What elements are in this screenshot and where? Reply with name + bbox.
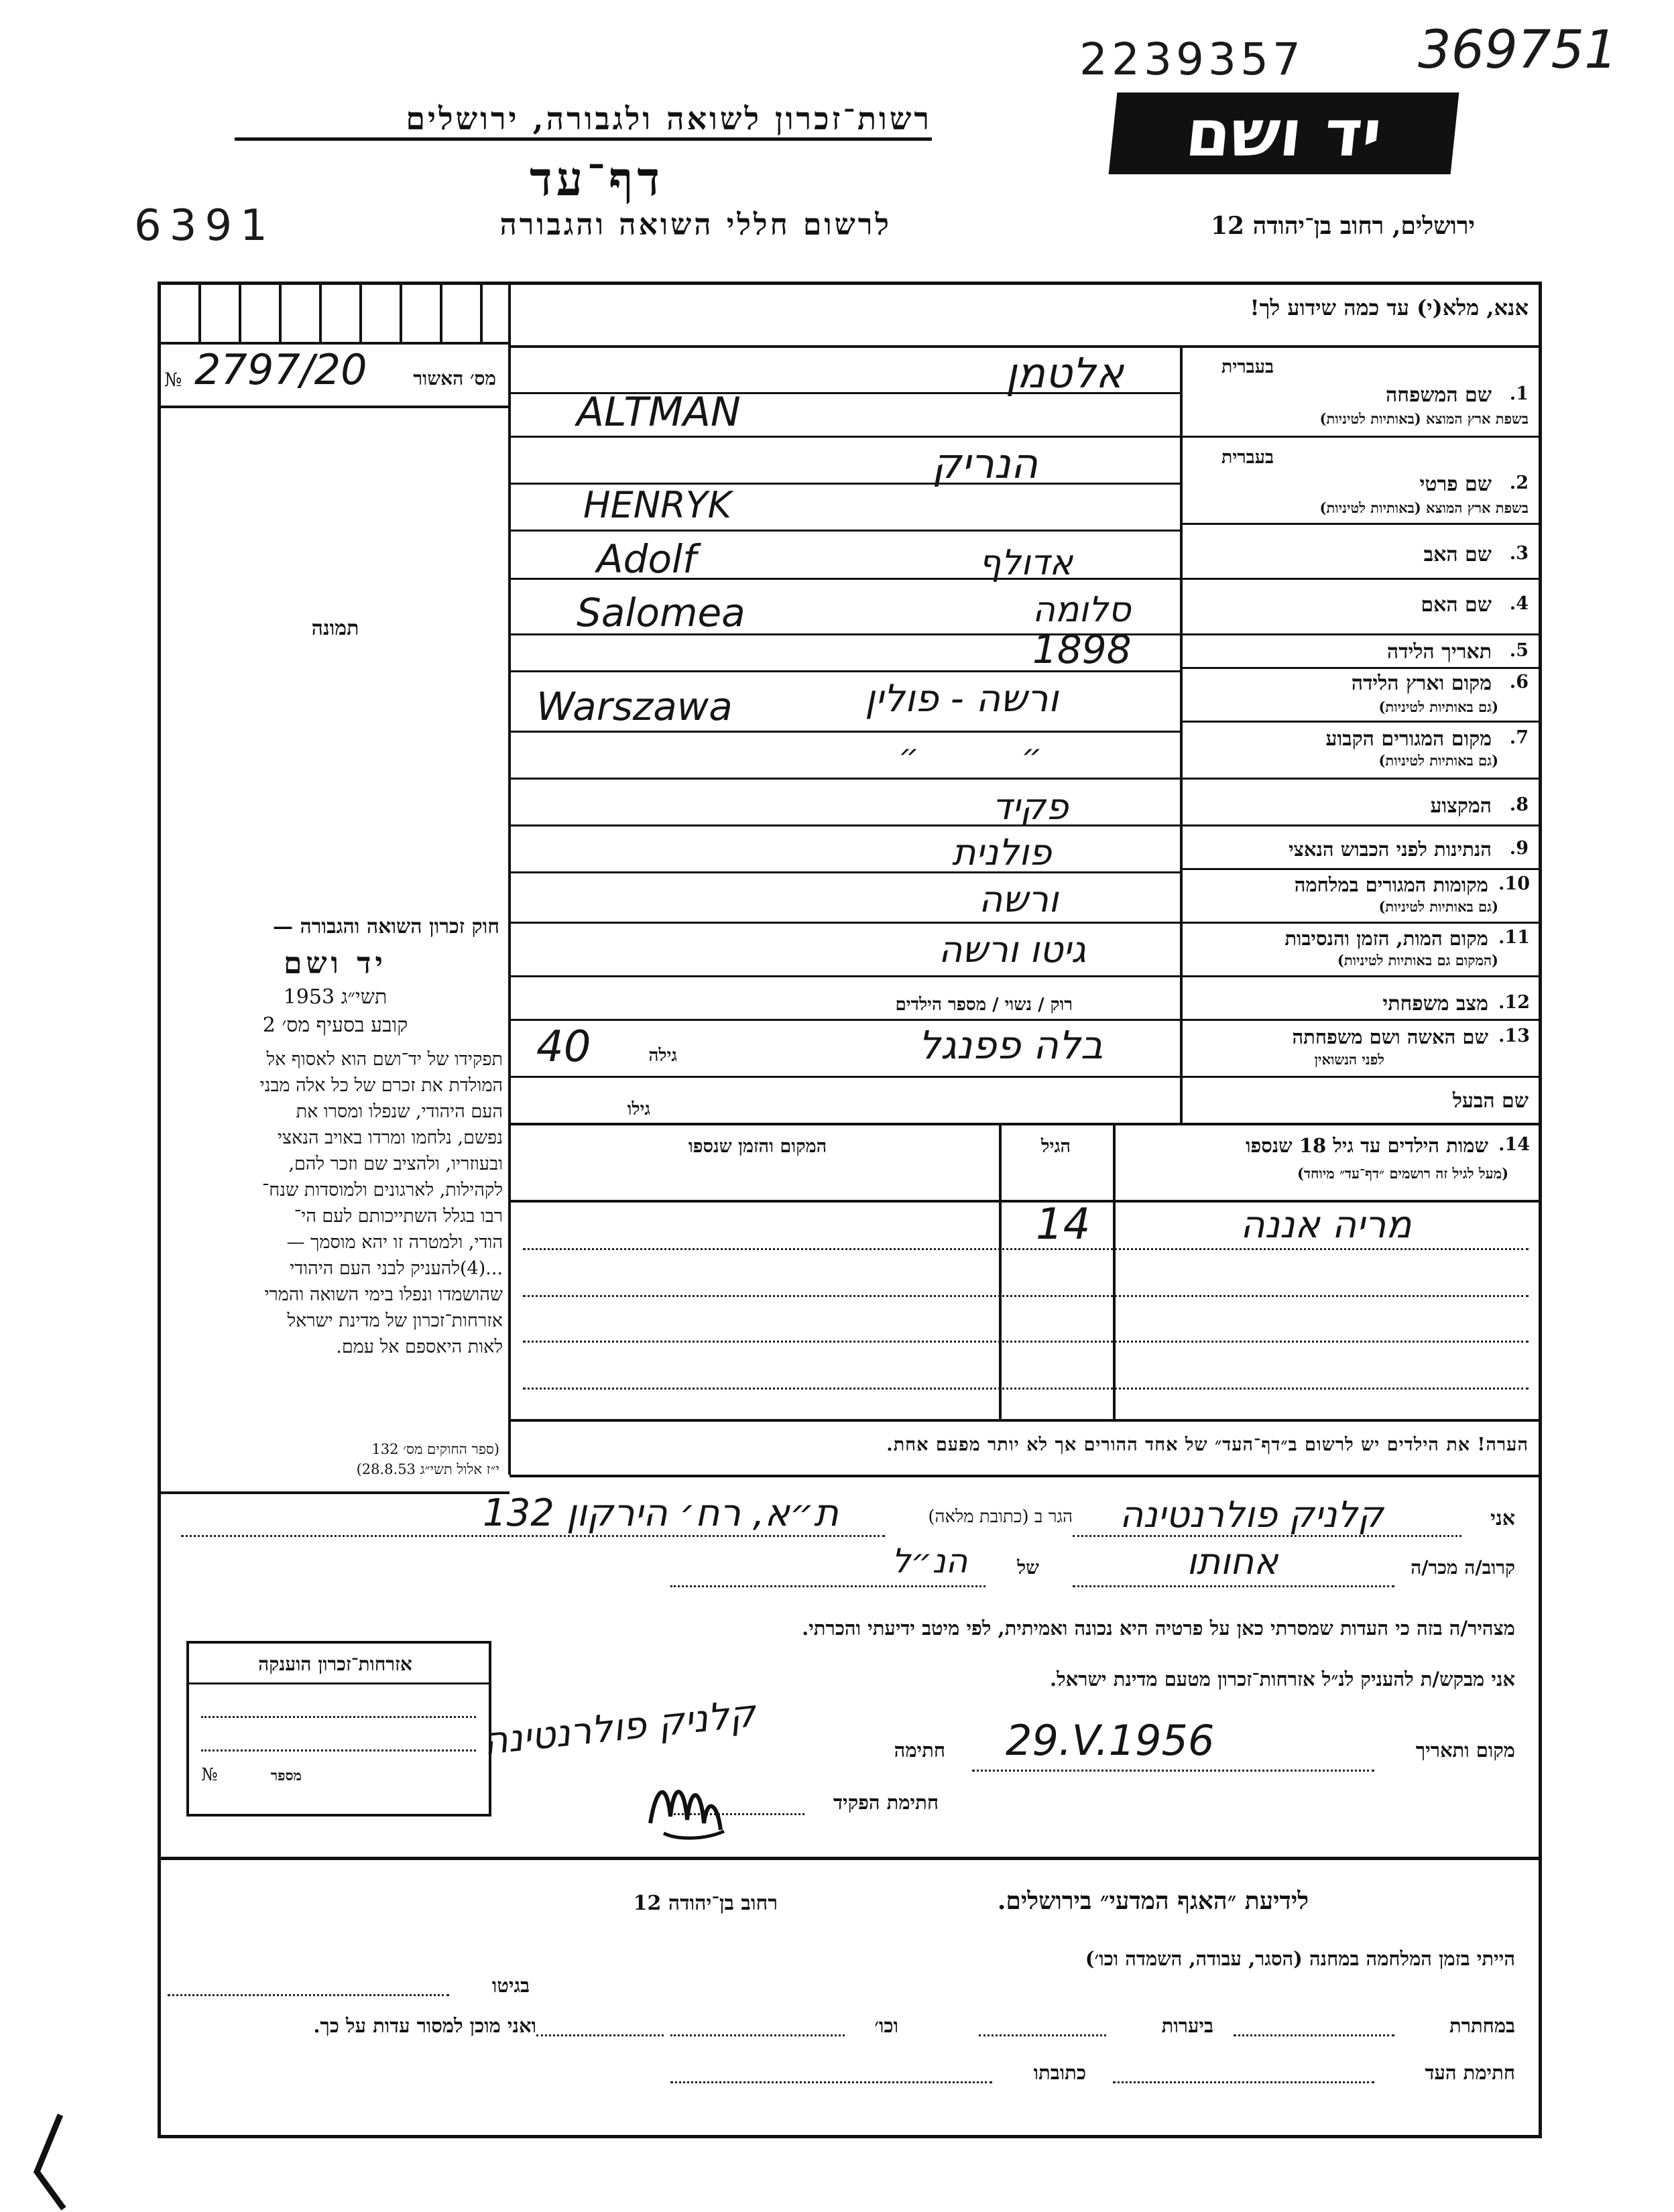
law-line: נפשם, נלחמו ומרדו באויב הנאצי — [277, 1127, 503, 1148]
f2-label: שם פרטי — [1419, 473, 1492, 496]
f6-number: 6. — [1509, 672, 1529, 692]
address: ירושלים, רחוב בן־יהודה 12 — [1210, 212, 1475, 240]
f11-number: 11. — [1498, 927, 1530, 948]
f2-latin-value: HENRYK — [583, 484, 732, 526]
law-line: העם היהודי, שנפלו ומסרו את — [296, 1101, 503, 1122]
decl-date-line — [972, 1770, 1374, 1772]
children-label: שמות הילדים עד גיל 18 שנספו — [1246, 1134, 1488, 1157]
children-number: 14. — [1498, 1134, 1530, 1155]
decl-relation-line — [1073, 1585, 1394, 1587]
f2-number: 2. — [1509, 473, 1529, 493]
sep-5 — [1180, 667, 1542, 669]
footer-ready: ואני מוכן למסור עדות על כך. — [313, 2014, 536, 2037]
citizenship-number-label: מספר — [270, 1767, 302, 1784]
law-line: ...(4)להעניק לבני העם היהודי — [290, 1258, 503, 1279]
footer-title: לידיעת ״האגף המדעי״ בירושלים. — [997, 1887, 1309, 1915]
left-bottom-line — [161, 1491, 510, 1494]
f8-label: המקצוע — [1430, 794, 1492, 818]
sep-12 — [1180, 1019, 1542, 1021]
f5-value: 1898 — [1032, 627, 1132, 672]
child-name: מריה אננה — [1240, 1203, 1412, 1247]
f6-hebrew-value: ורשה - פולין — [865, 677, 1059, 721]
file-number-main: 3697 — [1418, 20, 1551, 80]
f10-label: מקומות המגורים במלחמה — [1294, 873, 1488, 896]
f10-number: 10. — [1498, 873, 1530, 894]
footer-etc: וכו׳ — [874, 2014, 898, 2037]
law-line: שהושמדו ונפלו בימי השואה והמרי — [264, 1284, 503, 1305]
value-line-10 — [510, 922, 1180, 924]
value-line-8 — [510, 824, 1180, 826]
decl-date-value: 29.V.1956 — [1006, 1716, 1215, 1765]
f2-in-hebrew: בעברית — [1221, 447, 1274, 468]
f7-sub: (גם באותיות לטיניות) — [1378, 752, 1498, 769]
sep-6 — [1180, 721, 1542, 723]
note-bottom-line — [510, 1475, 1542, 1477]
decl-signature-value: קלניק פולרנטינה — [481, 1691, 758, 1764]
sep-10 — [1180, 922, 1542, 924]
value-line-2b — [510, 530, 1180, 532]
decl-i-label: אני — [1490, 1507, 1515, 1530]
footer-ready-line — [536, 2034, 664, 2036]
law-title: חוק זכרון השואה והגבורה — — [273, 915, 499, 938]
f5-number: 5. — [1509, 640, 1529, 661]
decl-statement: מצהיר/ה בזה כי העדות שמסרתי כאן על פרטיה היא נכונה ואמיתית, לפי מיטב ידיעתי והכרתי. — [802, 1617, 1515, 1640]
f4-hebrew-value: סלומה — [1032, 590, 1131, 630]
f11-sub: (המקום גם באותיות לטיניות) — [1337, 952, 1498, 969]
sep-9 — [1180, 868, 1542, 870]
footer-address-label: כתובתו — [1033, 2061, 1086, 2084]
decl-address-line — [181, 1535, 885, 1537]
value-line-1b — [510, 436, 1180, 438]
child-row-line — [523, 1295, 1529, 1297]
sep-14 — [510, 1123, 1542, 1125]
law-line: המולדת את זכרם של כל אלה מבני — [259, 1075, 503, 1096]
citizenship-line-1 — [201, 1716, 476, 1718]
f5-label: תאריך הלידה — [1386, 640, 1492, 664]
f1-number: 1. — [1509, 383, 1529, 404]
authority-underline — [235, 137, 932, 141]
sep-8 — [1180, 824, 1542, 826]
law-line: לקהילות, לארגונים ולמוסדות שנח־ — [261, 1180, 503, 1201]
value-line-7 — [510, 778, 1180, 780]
left-column-divider — [508, 285, 511, 1475]
footer-etc-line — [670, 2034, 845, 2036]
law-line: אזרחות־זכרון של מדינת ישראל — [287, 1310, 503, 1331]
footer-ghetto: בגיטו — [491, 1974, 530, 1997]
approval-prefix: № — [164, 369, 182, 391]
f1-latin-value: ALTMAN — [577, 389, 741, 436]
f8-value: פקיד — [992, 786, 1069, 828]
children-header-line — [510, 1200, 1542, 1203]
children-sub: (מעל לגיל זה רושמים ״דף־עד״ מיוחד) — [1297, 1165, 1508, 1182]
citizenship-line-2 — [201, 1749, 476, 1752]
top-strip-ticks — [161, 285, 510, 342]
footer-ghetto-line — [168, 1994, 449, 1996]
f12-label: מצב משפחתי — [1382, 992, 1488, 1016]
f7-label: מקום המגורים הקבוע — [1325, 727, 1492, 751]
sep-1 — [1180, 436, 1542, 438]
decl-officer-sig: חתימת הפקיד — [833, 1791, 939, 1814]
corner-mark — [27, 2111, 74, 2212]
children-col-age: הגיל — [1040, 1136, 1071, 1157]
f3-latin-value: Adolf — [597, 536, 697, 582]
f13-sub: לפני הנשואין — [1314, 1051, 1384, 1068]
citizenship-title: אזרחות־זכרון הוענקה — [258, 1653, 412, 1675]
sep-3 — [1180, 578, 1542, 580]
f3-label: שם האב — [1423, 543, 1492, 566]
law-line: תפקידו של יד־ושם הוא לאסוף אל — [266, 1049, 503, 1070]
top-strip-line — [161, 342, 510, 345]
decl-i-line — [1073, 1535, 1461, 1537]
file-number — [1418, 20, 1618, 80]
decl-i-name: קלניק פולרנטינה — [1120, 1493, 1384, 1536]
law-ref-1: (ספר החוקים מס׳ 132 — [371, 1441, 499, 1457]
sep-2 — [1180, 523, 1542, 525]
children-note: הערה! את הילדים יש לרשום ב״דף־העד״ של אחד ההורים אך לא יותר מפעם אחת. — [886, 1434, 1529, 1455]
f7-number: 7. — [1509, 727, 1529, 748]
value-line-11 — [510, 975, 1180, 977]
children-col-divider-1 — [1113, 1125, 1116, 1420]
law-line: לאות היאספם אל עמם. — [336, 1337, 503, 1357]
f13-value: בלה פפנגל — [918, 1022, 1103, 1068]
f9-label: הנתינות לפני הכבוש הנאצי — [1289, 838, 1492, 861]
citizenship-number-prefix: № — [201, 1765, 218, 1785]
footer-underground-line — [1234, 2034, 1394, 2036]
husband-label: שם הבעל — [1452, 1089, 1529, 1113]
f2-hebrew-value: הנריק — [932, 439, 1038, 488]
children-col-divider-2 — [999, 1125, 1002, 1420]
law-line: ובעוזריו, ולהציב שם וזכר להם, — [288, 1154, 503, 1174]
sep-13 — [1180, 1076, 1542, 1078]
label-column-divider — [1180, 345, 1183, 1123]
f13-number: 13. — [1498, 1026, 1530, 1046]
law-clause: קובע בסעיף מס׳ 2 — [262, 1013, 408, 1037]
child-age: 14 — [1036, 1200, 1091, 1249]
decl-of-name: הנ״ל — [892, 1542, 968, 1581]
law-line: הודי, ולמטרה זו יהא מוסמך — — [286, 1232, 503, 1253]
intro-text: אנא, מלא(י) עד כמה שידוע לך! — [1250, 295, 1529, 320]
f6-latin-value: Warszawa — [536, 684, 733, 729]
f8-number: 8. — [1509, 794, 1529, 815]
f4-label: שם האם — [1421, 593, 1492, 617]
footer-witness-sig: חתימת העד — [1425, 2061, 1515, 2084]
husband-age-label: גילו — [627, 1099, 650, 1119]
decl-request: אני מבקש/ת להעניק לנ״ל אזרחות־זכרון מטעם מדינת ישראל. — [1050, 1668, 1515, 1691]
form-subtitle: לרשום חללי השואה והגבורה — [499, 208, 892, 242]
value-line-13 — [510, 1076, 1180, 1078]
f1-sub: בשפת ארץ המוצא (באותיות לטיניות) — [1319, 410, 1529, 427]
f3-hebrew-value: אדולף — [979, 543, 1073, 583]
decl-of: של — [1017, 1556, 1039, 1579]
f9-value: פולנית — [952, 831, 1052, 873]
child-row-line — [523, 1388, 1529, 1390]
f9-number: 9. — [1509, 838, 1529, 859]
stamp-number: 2239357 — [1079, 34, 1305, 85]
law-name: יד ושם — [284, 946, 387, 981]
footer-witness-line — [1113, 2081, 1374, 2083]
f13-label: שם האשה ושם משפחתה — [1292, 1026, 1488, 1048]
f3-number: 3. — [1509, 543, 1529, 564]
children-col-place: המקום והזמן שנספו — [688, 1136, 827, 1157]
f1-label: שם המשפחה — [1385, 383, 1492, 407]
f1-in-hebrew: בעברית — [1221, 357, 1274, 377]
photo-label: תמונה — [311, 617, 359, 640]
f7-value: ״ ״ — [898, 737, 1042, 775]
logo-text: יד ושם — [1182, 96, 1386, 171]
law-body — [168, 1049, 503, 1357]
law-line: רבו בגלל השתייכותם לעם הי־ — [294, 1206, 503, 1227]
note-top-line — [510, 1419, 1542, 1422]
f4-number: 4. — [1509, 593, 1529, 614]
yad-vashem-logo — [1109, 93, 1459, 174]
citizenship-title-line — [189, 1682, 489, 1684]
law-year: תשי״ג 1953 — [283, 985, 387, 1009]
child-row-line — [523, 1341, 1529, 1343]
form-title: דף־עד — [529, 151, 664, 206]
decl-relative: קרוב/ה מכר/ה — [1411, 1556, 1515, 1579]
sep-7 — [1180, 778, 1542, 780]
decl-resides: הגר ב (כתובת מלאה) — [928, 1507, 1073, 1527]
footer-address-line — [670, 2081, 992, 2083]
f1-hebrew-value: אלטמן — [1006, 349, 1124, 397]
f13-age: 40 — [536, 1022, 591, 1072]
f6-label: מקום וארץ הלידה — [1351, 672, 1492, 695]
f2-sub: בשפת ארץ המוצא (באותיות לטיניות) — [1319, 499, 1529, 516]
footer-forests-line — [979, 2034, 1106, 2036]
footer-line1: הייתי בזמן המלחמה במחנה (הסגר, עבודה, השמדה וכו׳) — [1085, 1947, 1515, 1970]
f10-sub: (גם באותיות לטיניות) — [1378, 898, 1498, 915]
decl-of-line — [670, 1585, 985, 1587]
f4-latin-value: Salomea — [577, 590, 745, 635]
value-line-9 — [510, 871, 1180, 873]
f6-sub: (גם באותיות לטיניות) — [1378, 698, 1498, 715]
f13-age-label: גילה — [648, 1046, 677, 1066]
authority-line: רשות־זכרון לשואה ולגבורה, ירושלים — [406, 101, 932, 137]
sep-11 — [1180, 975, 1542, 977]
f11-value: גיטו ורשה — [939, 928, 1086, 971]
intro-line — [510, 345, 1542, 348]
approval-number: 2797/20 — [194, 345, 367, 394]
footer-street: רחוב בן־יהודה 12 — [633, 1892, 778, 1915]
decl-signature-label: חתימה — [894, 1739, 945, 1762]
f12-number: 12. — [1498, 992, 1530, 1013]
f12-options: רוק / נשוי / מספר הילדים — [895, 995, 1073, 1015]
law-ref-2: י״ז אלול תשי״ג 28.8.53) — [356, 1461, 499, 1477]
approval-label: מס׳ האשור — [413, 367, 496, 389]
child-row-line — [523, 1248, 1529, 1250]
footer-forests: ביערות — [1161, 2014, 1213, 2037]
decl-place-date: מקום ותאריך — [1415, 1739, 1515, 1762]
footer-top-line — [161, 1857, 1542, 1860]
footer-underground: במחתרת — [1449, 2014, 1515, 2037]
f11-label: מקום המות, הזמן והנסיבות — [1284, 927, 1488, 950]
approval-line — [161, 406, 510, 408]
handwritten-id: 6391 — [134, 201, 276, 251]
value-line-6 — [510, 731, 1180, 733]
value-line-12 — [510, 1019, 1180, 1021]
officer-scribble — [644, 1770, 737, 1843]
file-number-suffix: 51 — [1551, 20, 1618, 80]
sep-4 — [1180, 633, 1542, 635]
f10-value: ורשה — [979, 878, 1059, 920]
decl-relation: אחותו — [1187, 1540, 1278, 1583]
decl-address: ת״א, רח׳ הירקון 132 — [483, 1491, 839, 1535]
